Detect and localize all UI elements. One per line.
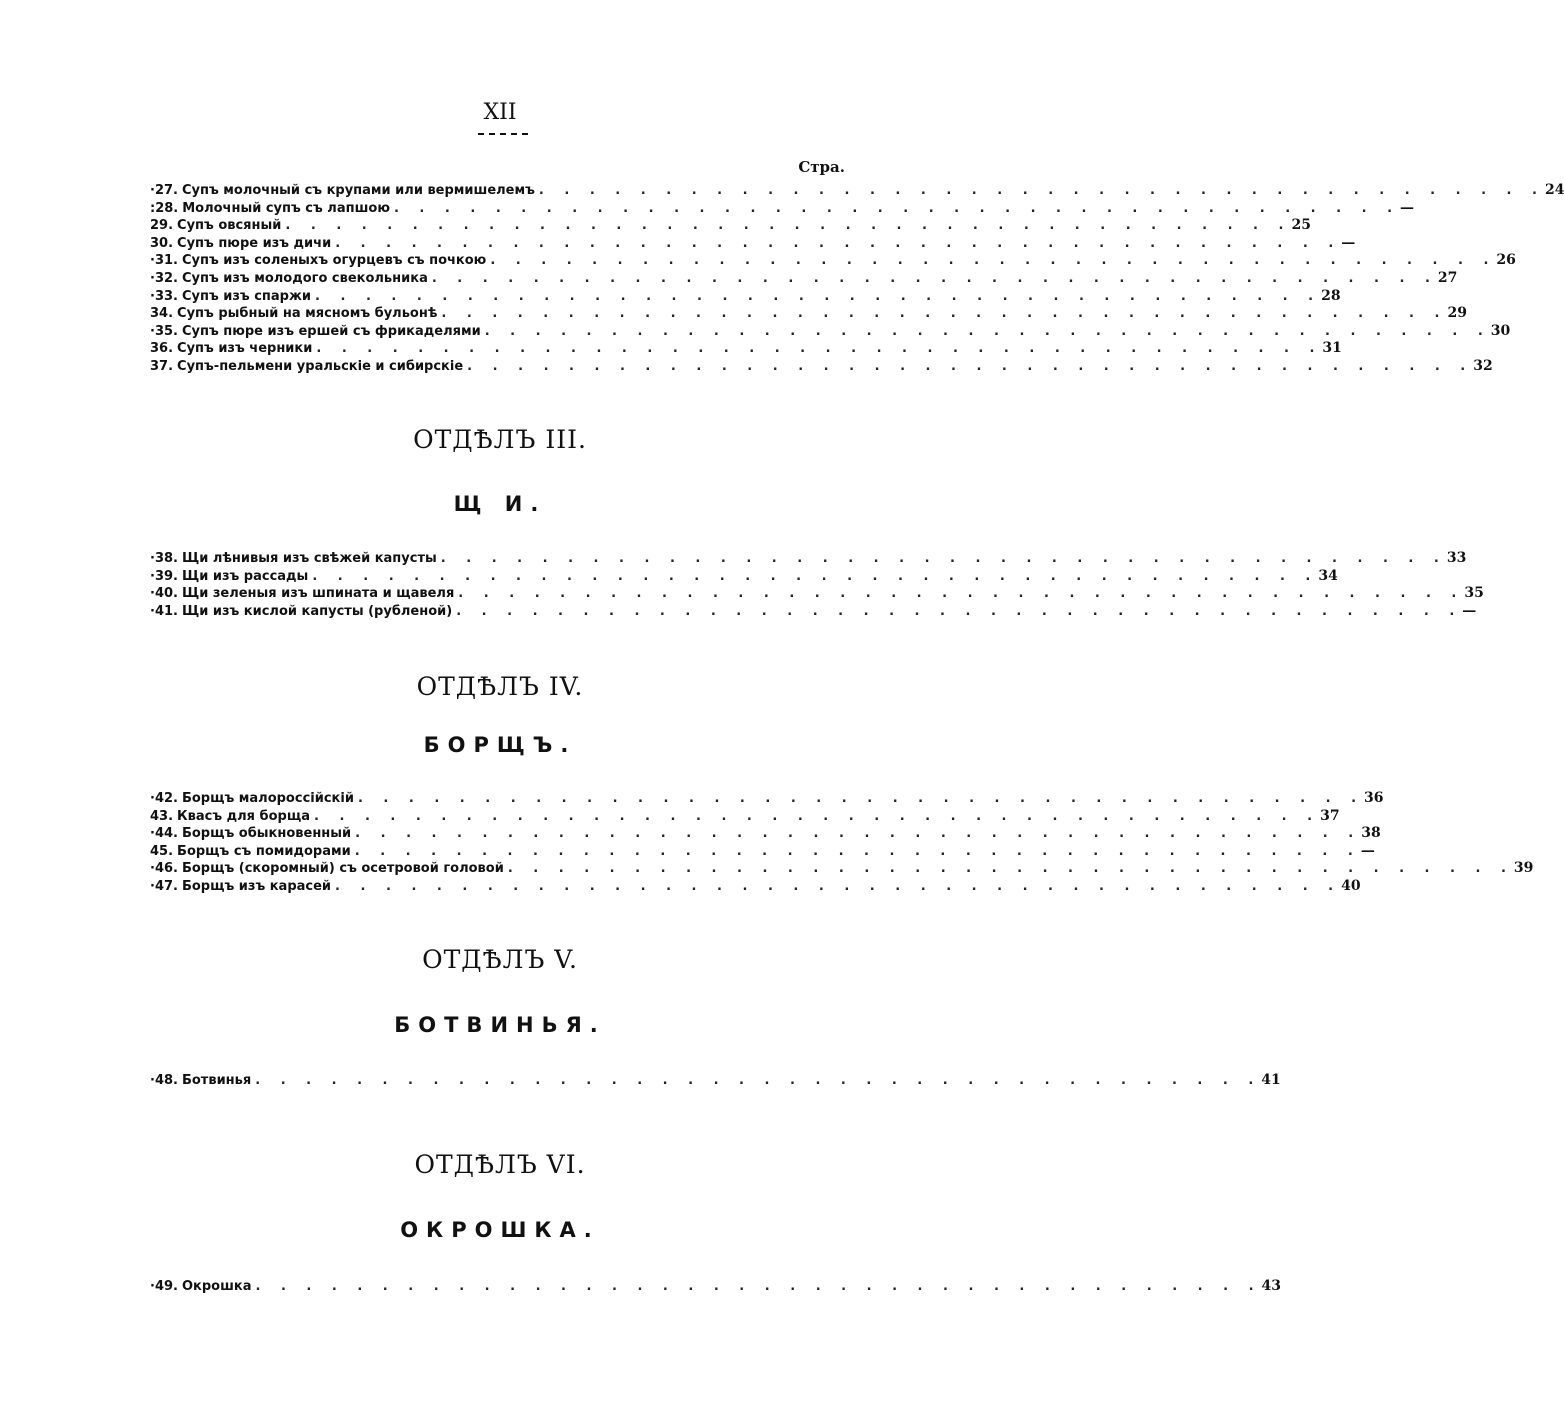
entry-title: Щи лѣнивыя изъ свѣжей капусты xyxy=(181,551,437,566)
dot-leader: . . . . . . . . . . . . . . . . . . . . . . . . . . . . . . . . . . . . . . . . xyxy=(441,306,1448,322)
section-title-4: ОТДѢЛЪ IV. xyxy=(416,672,584,701)
toc-entry[interactable] xyxy=(150,585,1484,603)
entry-number: ·32. xyxy=(150,270,178,286)
entry-page: — xyxy=(1462,602,1477,619)
toc-entry[interactable] xyxy=(150,340,1342,358)
entry-page: 43 xyxy=(1261,1278,1282,1294)
toc-list-shchi xyxy=(150,550,1484,620)
entry-title: Щи изъ рассады xyxy=(181,568,309,584)
entry-number: ·39. xyxy=(150,568,178,584)
dot-leader: . . . . . . . . . . . . . . . . . . . . . . . . . . . . . . . . . . . . . . . . xyxy=(335,878,1342,894)
entry-page: 38 xyxy=(1361,825,1381,842)
dot-leader: . . . . . . . . . . . . . . . . . . . . . . . . . . . . . . . . . . . . . . . . xyxy=(467,358,1474,374)
entry-title: Супъ изъ соленыхъ огурцевъ съ почкою xyxy=(181,253,487,269)
dot-leader: . . . . . . . . . . . . . . . . . . . . . . . . . . . . . . . . . . . . . . . . xyxy=(316,341,1323,357)
toc-entry[interactable] xyxy=(150,550,1467,568)
entry-title: Супъ изъ черники xyxy=(177,341,313,357)
toc-list-botvinya xyxy=(150,1072,1281,1090)
toc-list-borshch xyxy=(150,790,1534,896)
section-subtitle-6: ОКРОШКА. xyxy=(400,1218,600,1242)
dot-leader: . . . . . . . . . . . . . . . . . . . . . . . . . . . . . . . . . . . . . . . . xyxy=(255,1279,1262,1294)
toc-entry[interactable] xyxy=(150,567,1338,586)
entry-title: Борщъ (скоромный) съ осетровой головой xyxy=(181,861,504,877)
section-subtitle-3: Щ И. xyxy=(453,492,547,516)
section-subtitle-4: БОРЩЪ. xyxy=(423,733,577,757)
page-number-rule xyxy=(478,133,528,135)
entry-number: 34. xyxy=(150,306,174,322)
toc-entry[interactable] xyxy=(150,602,1477,621)
entry-page: 25 xyxy=(1291,217,1311,234)
entry-title: Борщъ изъ карасей xyxy=(181,878,332,894)
entry-page: 26 xyxy=(1496,252,1516,269)
entry-page: 35 xyxy=(1464,585,1484,602)
entry-title: Супъ молочный съ крупами или вермишелемъ xyxy=(181,183,535,198)
entry-title: Супъ пюре изъ ершей съ фрикаделями xyxy=(181,323,481,339)
entry-title: Борщъ съ помидорами xyxy=(177,843,351,859)
dot-leader: . . . . . . . . . . . . . . . . . . . . . . . . . . . . . . . . . . . . . . . . xyxy=(431,270,1438,286)
dot-leader: . . . . . . . . . . . . . . . . . . . . . . . . . . . . . . . . . . . . . . . . xyxy=(507,861,1514,877)
entry-number: ·49. xyxy=(150,1279,178,1294)
entry-title: Ботвинья xyxy=(181,1073,252,1088)
entry-number: ·27. xyxy=(150,183,178,198)
entry-number: :28. xyxy=(150,200,179,216)
toc-entry[interactable] xyxy=(150,842,1375,861)
entry-number: 45. xyxy=(150,843,174,859)
dot-leader: . . . . . . . . . . . . . . . . . . . . . . . . . . . . . . . . . . . . . . . . xyxy=(456,603,1463,619)
toc-entry[interactable] xyxy=(150,305,1467,323)
toc-list-okroshka xyxy=(150,1278,1282,1296)
entry-number: ·46. xyxy=(150,861,178,877)
entry-number: ·47. xyxy=(150,878,178,894)
entry-page: 27 xyxy=(1437,269,1458,286)
entry-title: Супъ изъ спаржи xyxy=(181,288,312,304)
entry-number: ·31. xyxy=(150,253,178,269)
entry-page: 39 xyxy=(1513,860,1534,877)
entry-page: 31 xyxy=(1322,340,1342,357)
dot-leader: . . . . . . . . . . . . . . . . . . . . . . . . . . . . . . . . . . . . . . . . xyxy=(335,235,1342,251)
dot-leader: . . . . . . . . . . . . . . . . . . . . . . . . . . . . . . . . . . . . . . . . xyxy=(255,1073,1262,1088)
dot-leader: . . . . . . . . . . . . . . . . . . . . . . . . . . . . . . . . . . . . . . . . xyxy=(354,843,1361,859)
entry-number: 43. xyxy=(150,808,174,824)
toc-entry[interactable] xyxy=(150,860,1534,878)
entry-page: 37 xyxy=(1320,807,1340,824)
entry-number: ·33. xyxy=(150,288,178,304)
entry-title: Супъ овсяный xyxy=(177,218,282,234)
entry-number: ·35. xyxy=(150,323,178,339)
dot-leader: . . . . . . . . . . . . . . . . . . . . . . . . . . . . . . . . . . . . . . . . xyxy=(458,586,1465,602)
entry-page: — xyxy=(1360,842,1375,859)
toc-entry[interactable] xyxy=(150,357,1493,376)
dot-leader: . . . . . . . . . . . . . . . . . . . . . . . . . . . . . . . . . . . . . . . . xyxy=(285,218,1292,234)
entry-page: 30 xyxy=(1490,322,1511,339)
entry-title: Борщъ малороссійскій xyxy=(181,791,354,806)
dot-leader: . . . . . . . . . . . . . . . . . . . . . . . . . . . . . . . . . . . . . . . . xyxy=(440,551,1447,566)
entry-title: Молочный супъ съ лапшою xyxy=(182,200,390,216)
entry-number: 36. xyxy=(150,341,174,357)
entry-page: 33 xyxy=(1446,550,1467,566)
toc-entry[interactable] xyxy=(150,182,1564,200)
section-subtitle-5: БОТВИНЬЯ. xyxy=(394,1013,606,1037)
dot-leader: . . . . . . . . . . . . . . . . . . . . . . . . . . . . . . . . . . . . . . . . xyxy=(315,288,1322,304)
entry-number: 30. xyxy=(150,235,174,251)
toc-entry[interactable] xyxy=(150,825,1381,843)
toc-entry[interactable] xyxy=(150,252,1516,270)
entry-title: Супъ пюре изъ дичи xyxy=(177,235,332,251)
toc-entry[interactable] xyxy=(150,199,1415,218)
toc-entry[interactable] xyxy=(150,234,1356,253)
dot-leader: . . . . . . . . . . . . . . . . . . . . . . . . . . . . . . . . . . . . . . . . xyxy=(538,183,1545,198)
toc-entry[interactable] xyxy=(150,877,1361,896)
entry-page: 34 xyxy=(1318,567,1338,584)
entry-page: 40 xyxy=(1341,877,1361,894)
toc-entry[interactable] xyxy=(150,1278,1282,1296)
entry-number: 29. xyxy=(150,218,174,234)
toc-entry[interactable] xyxy=(150,269,1458,288)
entry-title: Супъ рыбный на мясномъ бульонѣ xyxy=(177,306,438,322)
dot-leader: . . . . . . . . . . . . . . . . . . . . . . . . . . . . . . . . . . . . . . . . xyxy=(312,568,1319,584)
dot-leader: . . . . . . . . . . . . . . . . . . . . . . . . . . . . . . . . . . . . . . . . xyxy=(357,791,1365,806)
entry-page: 24 xyxy=(1544,182,1564,198)
entry-page: 28 xyxy=(1321,287,1341,304)
entry-title: Щи зеленыя изъ шпината и щавеля xyxy=(181,586,455,602)
entry-title: Щи изъ кислой капусты (рубленой) xyxy=(181,603,453,619)
section-title-6: ОТДѢЛЪ VI. xyxy=(414,1150,586,1179)
entry-number: ·38. xyxy=(150,551,178,566)
section-title-5: ОТДѢЛЪ V. xyxy=(422,945,578,974)
dot-leader: . . . . . . . . . . . . . . . . . . . . . . . . . . . . . . . . . . . . . . . . xyxy=(314,808,1321,824)
entry-title: Супъ изъ молодого свекольника xyxy=(181,270,428,286)
entry-number: ·44. xyxy=(150,826,178,842)
toc-entry[interactable] xyxy=(150,322,1511,341)
entry-number: ·42. xyxy=(150,791,178,806)
entry-title: Супъ-пельмени уральскіе и сибирскіе xyxy=(177,358,464,374)
entry-number: ·40. xyxy=(150,586,178,602)
entry-number: ·48. xyxy=(150,1073,178,1088)
dot-leader: . . . . . . . . . . . . . . . . . . . . . . . . . . . . . . . . . . . . . . . . xyxy=(393,200,1401,216)
dot-leader: . . . . . . . . . . . . . . . . . . . . . . . . . . . . . . . . . . . . . . . . xyxy=(484,323,1491,339)
entry-page: 32 xyxy=(1473,357,1493,374)
toc-entry[interactable] xyxy=(150,790,1384,808)
entry-title: Борщъ обыкновенный xyxy=(181,826,352,842)
toc-entry[interactable] xyxy=(150,807,1340,826)
toc-entry[interactable] xyxy=(150,1072,1281,1090)
column-header: Стра. xyxy=(798,158,845,176)
section-title-3: ОТДѢЛЪ III. xyxy=(413,425,587,454)
toc-list-soups xyxy=(150,182,1564,376)
entry-number: 37. xyxy=(150,358,174,374)
entry-page: — xyxy=(1400,199,1415,216)
dot-leader: . . . . . . . . . . . . . . . . . . . . . . . . . . . . . . . . . . . . . . . . xyxy=(355,826,1362,842)
entry-page: 29 xyxy=(1447,305,1467,322)
entry-page: 36 xyxy=(1364,790,1384,806)
page-number: XII xyxy=(483,100,517,125)
entry-page: 41 xyxy=(1261,1072,1281,1088)
entry-number: ·41. xyxy=(150,603,178,619)
dot-leader: . . . . . . . . . . . . . . . . . . . . . . . . . . . . . . . . . . . . . . . . xyxy=(490,253,1497,269)
toc-entry[interactable] xyxy=(150,287,1341,306)
entry-title: Окрошка xyxy=(181,1279,252,1294)
entry-page: — xyxy=(1341,234,1356,251)
entry-title: Квасъ для борща xyxy=(177,808,311,824)
toc-entry[interactable] xyxy=(150,217,1311,235)
